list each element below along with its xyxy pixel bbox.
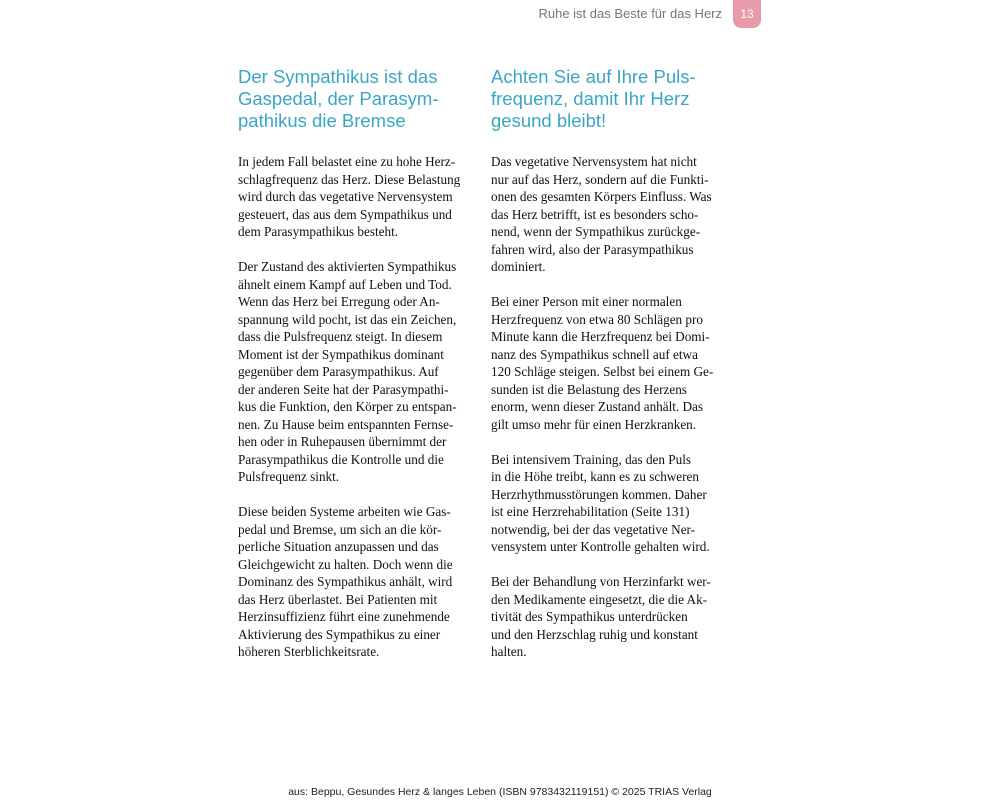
paragraph bbox=[491, 293, 723, 433]
page-header bbox=[0, 0, 1000, 30]
text-line: Aktivierung des Sympathikus zu einer bbox=[238, 626, 441, 642]
running-title: Ruhe ist das Beste für das Herz bbox=[538, 6, 722, 21]
heading-line: frequenz, damit Ihr Herz bbox=[491, 88, 690, 109]
text-line: dass die Pulsfrequenz steigt. In diesem bbox=[238, 329, 443, 344]
text-line: dem Parasympathikus besteht. bbox=[238, 224, 399, 239]
text-line: Bei der Behandlung von Herzinfarkt wer- bbox=[491, 574, 711, 589]
text-line: notwendig, bei der das vegetative Ner- bbox=[491, 521, 696, 537]
paragraph bbox=[238, 503, 470, 661]
text-line: das Herz betrifft, ist es besonders scho- bbox=[491, 206, 699, 222]
heading-line: pathikus die Bremse bbox=[238, 110, 406, 131]
text-line: Moment ist der Sympathikus dominant bbox=[238, 346, 444, 362]
paragraph bbox=[491, 153, 723, 276]
text-line: dominiert. bbox=[491, 259, 546, 274]
source-footer: aus: Beppu, Gesundes Herz & langes Leben (ISBN 9783432119151) © 2025 TRIAS Verlag bbox=[288, 786, 712, 798]
text-line: den Medikamente eingesetzt, die die Ak- bbox=[491, 591, 708, 607]
text-line: gegenüber dem Parasympathikus. Auf bbox=[238, 364, 439, 379]
text-line: kus die Funktion, den Körper zu entspan- bbox=[238, 399, 457, 414]
heading-line: Gaspedal, der Parasym- bbox=[238, 88, 439, 109]
paragraph bbox=[238, 258, 470, 486]
text-line: onen des gesamten Körpers Einfluss. Was bbox=[491, 189, 712, 204]
text-line: vensystem unter Kontrolle gehalten wird. bbox=[491, 539, 710, 554]
text-line: spannung wild pocht, ist das ein Zeichen, bbox=[238, 311, 457, 327]
heading-line: Achten Sie auf Ihre Puls- bbox=[491, 66, 696, 87]
text-line: Diese beiden Systeme arbeiten wie Gas- bbox=[238, 504, 451, 519]
text-line: perliche Situation anzupassen und das bbox=[238, 539, 439, 554]
text-line: Herzinsuffizienz führt eine zunehmende bbox=[238, 609, 450, 624]
text-line: Minute kann die Herzfrequenz bei Domi- bbox=[491, 329, 710, 344]
text-line: Pulsfrequenz sinkt. bbox=[238, 469, 340, 484]
text-line: nend, wenn der Sympathikus zurückge- bbox=[491, 224, 701, 239]
text-line: wird durch das vegetative Nervensystem bbox=[238, 189, 453, 204]
text-line: tivität des Sympathikus unterdrücken bbox=[491, 609, 688, 624]
left-heading bbox=[238, 66, 470, 132]
text-line: Das vegetative Nervensystem hat nicht bbox=[491, 154, 697, 169]
text-line: pedal und Bremse, um sich an die kör- bbox=[238, 521, 442, 537]
text-line: 120 Schläge steigen. Selbst bei einem Ge- bbox=[491, 364, 714, 379]
text-line: höheren Sterblichkeitsrate. bbox=[238, 644, 380, 659]
text-line: gesteuert, das aus dem Sympathikus und bbox=[238, 206, 452, 222]
text-line: Wenn das Herz bei Erregung oder An- bbox=[238, 294, 440, 309]
text-line: Bei einer Person mit einer normalen bbox=[491, 294, 682, 309]
left-column bbox=[238, 66, 470, 678]
text-line: Herzfrequenz von etwa 80 Schlägen pro bbox=[491, 311, 704, 327]
text-line: ist eine Herzrehabilitation (Seite 131) bbox=[491, 504, 690, 519]
text-line: nur auf das Herz, sondern auf die Funkti- bbox=[491, 171, 709, 187]
text-line: In jedem Fall belastet eine zu hohe Herz- bbox=[238, 154, 456, 169]
text-line: hen oder in Ruhepausen übernimmt der bbox=[238, 434, 447, 449]
text-line: ähnelt einem Kampf auf Leben und Tod. bbox=[238, 276, 452, 292]
text-line: schlagfrequenz das Herz. Diese Belastung bbox=[238, 171, 461, 187]
text-line: Herzrhythmusstörungen kommen. Daher bbox=[491, 486, 707, 502]
paragraph bbox=[491, 451, 723, 556]
text-line: sunden ist die Belastung des Herzens bbox=[491, 381, 687, 397]
text-line: Der Zustand des aktivierten Sympathikus bbox=[238, 259, 457, 274]
page-number: 13 bbox=[733, 0, 761, 28]
text-line: Dominanz des Sympathikus anhält, wird bbox=[238, 574, 453, 589]
heading-line: Der Sympathikus ist das bbox=[238, 66, 438, 87]
text-line: gilt umso mehr für einen Herzkranken. bbox=[491, 416, 697, 432]
text-line: nen. Zu Hause beim entspannten Fernse- bbox=[238, 416, 454, 432]
text-line: in die Höhe treibt, kann es zu schweren bbox=[491, 469, 699, 484]
text-line: Parasympathikus die Kontrolle und die bbox=[238, 451, 444, 467]
right-heading bbox=[491, 66, 723, 132]
text-line: Bei intensivem Training, das den Puls bbox=[491, 451, 692, 467]
heading-line: gesund bleibt! bbox=[491, 110, 607, 131]
text-line: halten. bbox=[491, 644, 527, 659]
text-line: der anderen Seite hat der Parasympathi- bbox=[238, 381, 449, 397]
text-line: und den Herzschlag ruhig und konstant bbox=[491, 626, 698, 642]
text-line: das Herz überlastet. Bei Patienten mit bbox=[238, 591, 438, 607]
text-line: nanz des Sympathikus schnell auf etwa bbox=[491, 346, 698, 362]
text-line: Gleichgewicht zu halten. Doch wenn die bbox=[238, 556, 453, 572]
text-line: enorm, wenn dieser Zustand anhält. Das bbox=[491, 399, 704, 414]
right-column bbox=[491, 66, 723, 678]
paragraph bbox=[238, 153, 470, 241]
paragraph bbox=[491, 573, 723, 661]
text-line: fahren wird, also der Parasympathikus bbox=[491, 241, 694, 257]
